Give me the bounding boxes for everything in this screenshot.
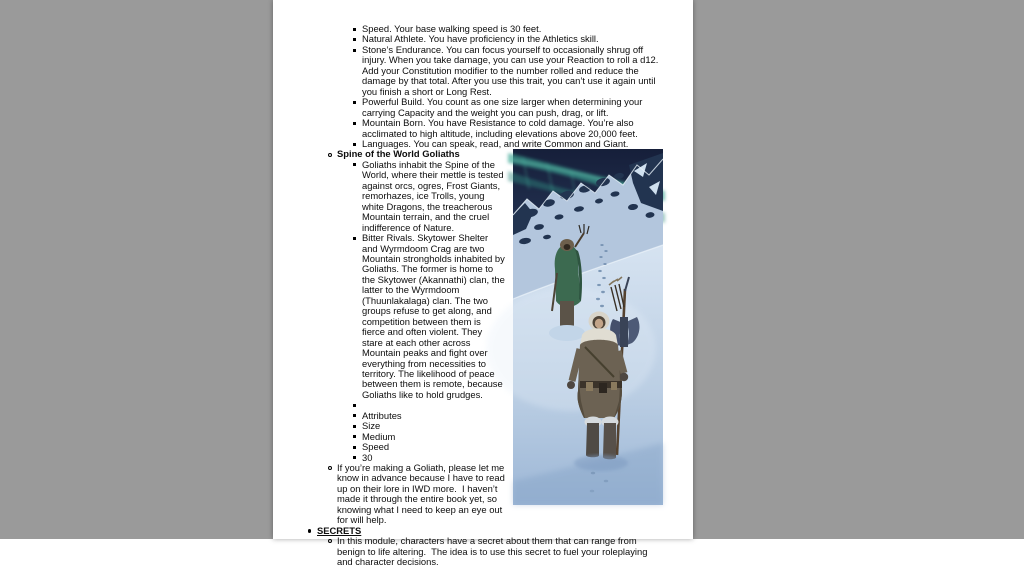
- list-item: [352, 432, 663, 442]
- list-item: [352, 97, 663, 118]
- square-bullet-icon: [353, 143, 356, 146]
- circle-bullet-icon: [328, 539, 332, 543]
- circle-bullet-icon: [328, 466, 332, 470]
- attribute-line: Size: [362, 420, 381, 432]
- trait-text: Mountain Born. You have Resistance to cold damage. You’re also acclimated to high altitude, including elevations above 20,000 feet.: [362, 117, 638, 139]
- square-bullet-icon: [353, 446, 356, 449]
- document-content: [307, 24, 663, 568]
- secrets-heading: SECRETS: [317, 524, 362, 536]
- trait-text: Powerful Build. You count as one size larger when determining your carrying Capacity and the weight you can push, drag, or lift.: [362, 96, 645, 118]
- circle-bullet-icon: [328, 153, 332, 157]
- square-bullet-icon: [353, 28, 356, 31]
- trait-text: Languages. You can speak, read, and write Common and Giant.: [362, 137, 629, 149]
- list-item: [352, 160, 663, 233]
- square-bullet-icon: [353, 414, 356, 417]
- disc-bullet-icon: [308, 529, 311, 532]
- attribute-line: Speed: [362, 441, 390, 453]
- square-bullet-icon: [353, 404, 356, 407]
- square-bullet-icon: [353, 101, 356, 104]
- spine-heading: Spine of the World Goliaths: [337, 148, 460, 160]
- secrets-body-text: In this module, characters have a secret about them that can range from benign to life altering. The idea is to use this secret to fuel your roleplaying and character decisions.: [337, 535, 651, 568]
- gm-note-item: [327, 463, 663, 526]
- square-bullet-icon: [353, 38, 356, 41]
- square-bullet-icon: [353, 49, 356, 52]
- attribute-line: Attributes: [362, 409, 402, 421]
- trait-text: Speed. Your base walking speed is 30 feet.: [362, 23, 542, 34]
- list-item: [352, 118, 663, 139]
- list-item: [352, 45, 663, 97]
- list-item: [352, 421, 663, 431]
- square-bullet-icon: [353, 425, 356, 428]
- attribute-line: Medium: [362, 430, 396, 442]
- spine-paragraph: Bitter Rivals. Skytower Shelter and Wyrmdoom Crag are two Mountain strongholds inhabited by Goliaths. The former is home to the Skytower (Akannathi) clan, the latter to the Wyrmdoom (Thuunlakalaga) clan. The two groups refuse to get along, and competition between them is fierce and often violent. They stare at each other across Mountain peaks and fight over everything from necessities to territory. The likelihood of peace between them is remote, because Goliaths like to hold grudges.: [362, 232, 508, 400]
- secrets-body-item: [327, 536, 663, 567]
- gm-note-text: If you’re making a Goliath, please let me know in advance because I have to read up on their lore in IWD more. I haven’t made it through the entire book yet, so knowing what I need to keep an eye out for will help.: [337, 462, 508, 526]
- list-item: [352, 442, 663, 452]
- square-bullet-icon: [353, 435, 356, 438]
- trait-text: Natural Athlete. You have proficiency in the Athletics skill.: [362, 33, 599, 45]
- square-bullet-icon: [353, 122, 356, 125]
- trait-text: Stone’s Endurance. You can focus yourself to occasionally shrug off injury. When you take damage, you can use your Reaction to roll a d12. Add your Constitution modifier to the number rolled and reduce the damage by that total. After you use this trait, you can’t use it again until you finish a short or Long Rest.: [362, 43, 661, 97]
- square-bullet-icon: [353, 237, 356, 240]
- spine-paragraph: Goliaths inhabit the Spine of the World, where their mettle is tested against orcs, ogres, Frost Giants, remorhazes, ice Trolls, young white Dragons, the treacherous Mountain terrain, and the cruel indifference of Nature.: [362, 158, 507, 233]
- square-bullet-icon: [353, 163, 356, 166]
- list-item: [352, 233, 663, 400]
- attribute-line: 30: [362, 451, 373, 463]
- document-page[interactable]: [273, 0, 693, 568]
- list-item: [352, 411, 663, 421]
- square-bullet-icon: [353, 456, 356, 459]
